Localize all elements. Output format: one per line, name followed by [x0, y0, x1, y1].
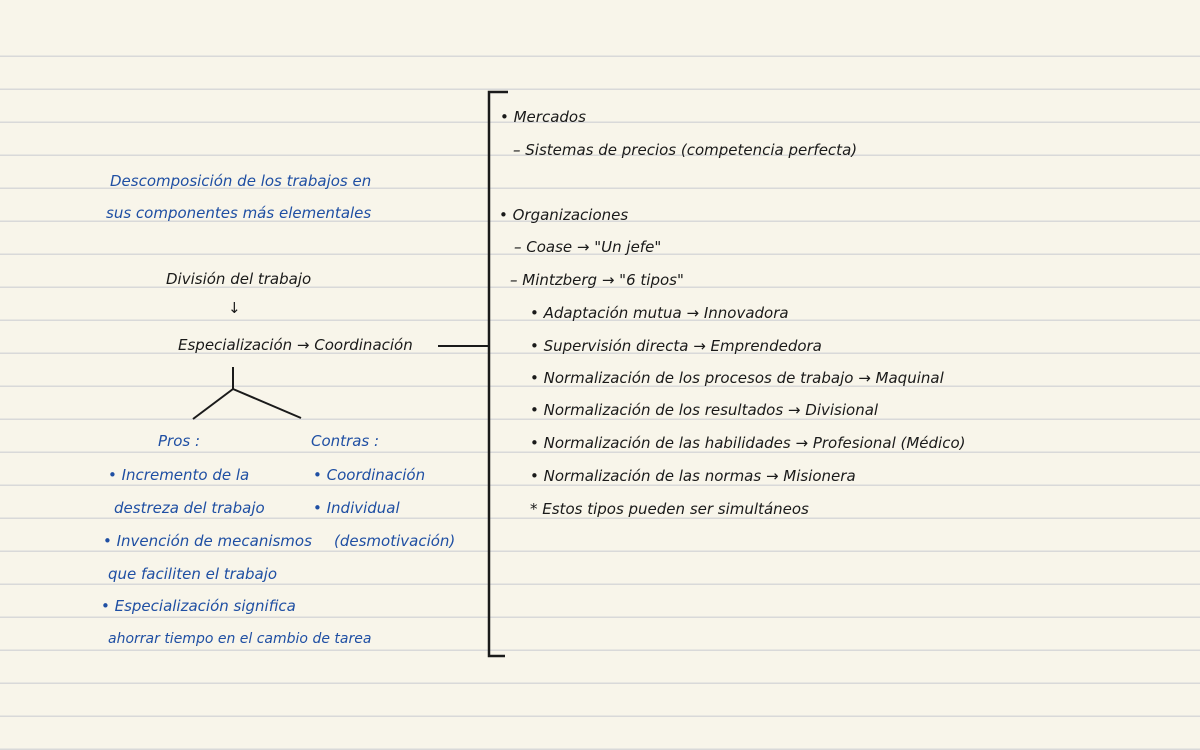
cons-line: • Individual [313, 499, 400, 517]
right-line: – Sistemas de precios (competencia perfecta) [513, 141, 858, 159]
right-line: • Adaptación mutua → Innovadora [530, 304, 789, 322]
pros-heading: Pros : [158, 432, 201, 450]
tree-left-branch [193, 389, 233, 419]
definition-line-1: Descomposición de los trabajos en [110, 172, 372, 190]
down-arrow: ↓ [228, 299, 241, 317]
pros-line: • Especialización significa [101, 597, 296, 615]
cons-heading: Contras : [311, 432, 380, 450]
pros-line: • Invención de mecanismos [103, 532, 312, 550]
definition-line-2: sus componentes más elementales [106, 204, 372, 222]
pros-line: ahorrar tiempo en el cambio de tarea [108, 631, 372, 647]
pros-line: que faciliten el trabajo [108, 565, 278, 583]
right-line: • Mercados [500, 108, 586, 126]
division-label: División del trabajo [166, 270, 312, 288]
right-line: – Mintzberg → "6 tipos" [510, 271, 684, 289]
pros-line: destreza del trabajo [114, 499, 265, 517]
right-line: • Normalización de los procesos de trabajo → Maquinal [530, 369, 944, 387]
specialization-label: Especialización → Coordinación [178, 336, 413, 354]
right-line: • Normalización de las habilidades → Profesional (Médico) [530, 434, 966, 452]
right-line: – Coase → "Un jefe" [514, 238, 662, 256]
tree-right-branch [233, 389, 301, 418]
right-line: • Organizaciones [499, 206, 629, 224]
right-line: • Normalización de las normas → Misionera [530, 467, 856, 485]
cons-line: • Coordinación [313, 466, 426, 484]
right-line: * Estos tipos pueden ser simultáneos [530, 500, 809, 518]
pros-line: • Incremento de la [108, 466, 250, 484]
right-line: • Normalización de los resultados → Divisional [530, 401, 879, 419]
bracket [489, 92, 508, 656]
cons-line: (desmotivación) [334, 532, 456, 550]
right-line: • Supervisión directa → Emprendedora [530, 337, 822, 355]
